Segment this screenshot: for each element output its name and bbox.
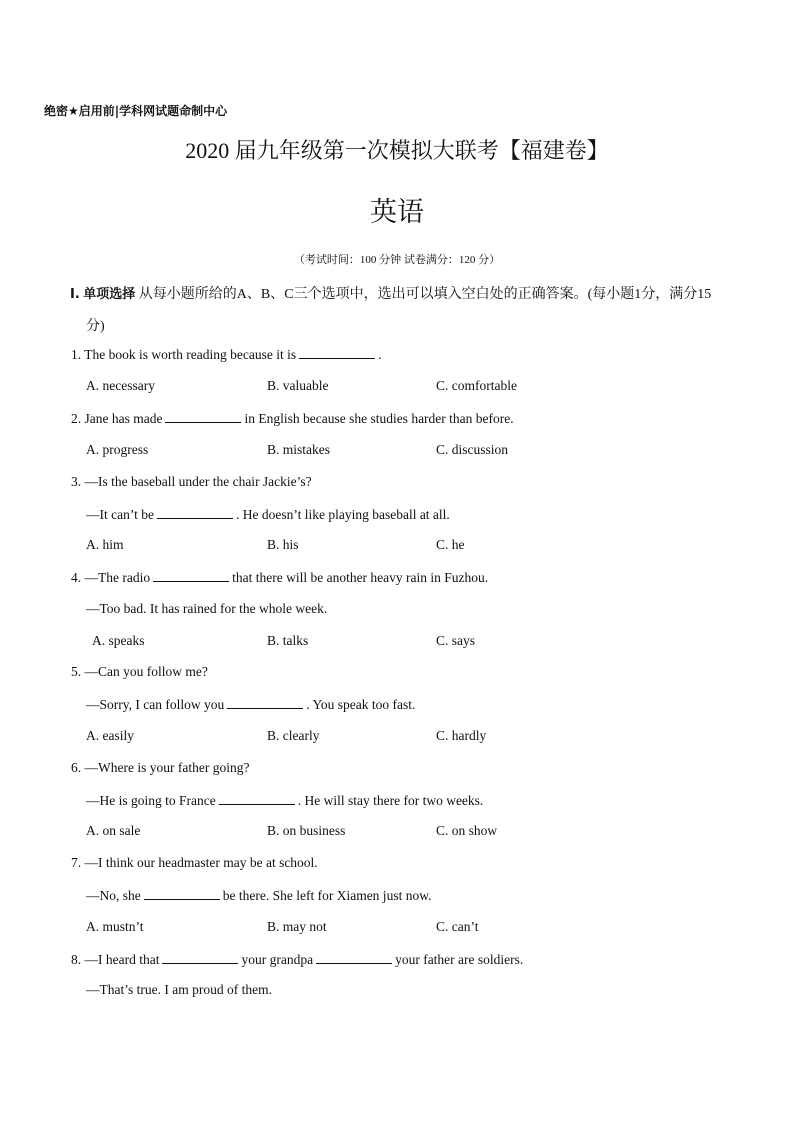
question-7: 7. —I think our headmaster may be at school. <box>71 855 318 870</box>
answer-blank <box>165 410 241 423</box>
question-8: 8. —I heard that your grandpa your father are soldiers. <box>71 952 524 967</box>
answer-blank <box>219 792 295 805</box>
option-b: B. may not <box>267 919 327 934</box>
option-a: A. speaks <box>92 633 145 648</box>
subject-title: 英语 <box>370 197 424 228</box>
question-5-response: —Sorry, I can follow you . You speak too fast. <box>86 697 416 712</box>
answer-blank <box>227 696 303 709</box>
answer-blank <box>162 951 238 964</box>
option-b: B. his <box>267 537 299 552</box>
question-7-response: —No, she be there. She left for Xiamen just now. <box>86 888 432 903</box>
answer-blank <box>153 569 229 582</box>
option-a: A. on sale <box>86 823 141 838</box>
option-c: C. discussion <box>436 442 509 457</box>
option-a: A. necessary <box>86 378 155 393</box>
answer-blank <box>144 887 220 900</box>
option-b: B. clearly <box>267 728 320 743</box>
answer-blank <box>299 346 375 359</box>
option-b: B. on business <box>267 823 346 838</box>
option-c: C. can’t <box>436 919 479 934</box>
question-4-response: —Too bad. It has rained for the whole week. <box>86 601 328 616</box>
question-2: 2. Jane has made in English because she studies harder than before. <box>71 411 514 426</box>
option-a: A. progress <box>86 442 149 457</box>
section-number: I. <box>70 287 80 302</box>
exam-title: 2020 届九年级第一次模拟大联考【福建卷】 <box>185 138 609 163</box>
option-c: C. comfortable <box>436 378 517 393</box>
option-c: C. hardly <box>436 728 487 743</box>
option-a: A. mustn’t <box>86 919 144 934</box>
question-6-response: —He is going to France . He will stay there for two weeks. <box>86 793 484 808</box>
option-b: B. mistakes <box>267 442 330 457</box>
answer-blank <box>157 506 233 519</box>
section-name: 单项选择 <box>83 287 136 302</box>
option-c: C. says <box>436 633 476 648</box>
option-c: C. on show <box>436 823 498 838</box>
exam-meta: （考试时间：100 分钟 试卷满分：120 分） <box>293 254 501 266</box>
answer-blank <box>316 951 392 964</box>
question-3-response: —It can’t be . He doesn’t like playing baseball at all. <box>86 507 450 522</box>
option-a: A. him <box>86 537 124 552</box>
section-instruction: I. 单项选择 从每小题所给的A、B、C三个选项中，选出可以填入空白处的正确答案。(每小题1分，满分15 <box>70 287 712 302</box>
question-4: 4. —The radio that there will be another heavy rain in Fuzhou. <box>71 570 489 585</box>
option-b: B. valuable <box>267 378 329 393</box>
question-8-response: —That’s true. I am proud of them. <box>86 982 272 997</box>
option-a: A. easily <box>86 728 134 743</box>
question-1: 1. The book is worth reading because it is . <box>71 347 382 362</box>
option-b: B. talks <box>267 633 309 648</box>
section-instruction-cont: 分) <box>86 319 105 334</box>
question-6: 6. —Where is your father going? <box>71 760 250 775</box>
question-5: 5. —Can you follow me? <box>71 664 208 679</box>
option-c: C. he <box>436 537 465 552</box>
confidential-header: 绝密★启用前|学科网试题命制中心 <box>44 104 228 118</box>
question-3: 3. —Is the baseball under the chair Jackie’s? <box>71 474 312 489</box>
